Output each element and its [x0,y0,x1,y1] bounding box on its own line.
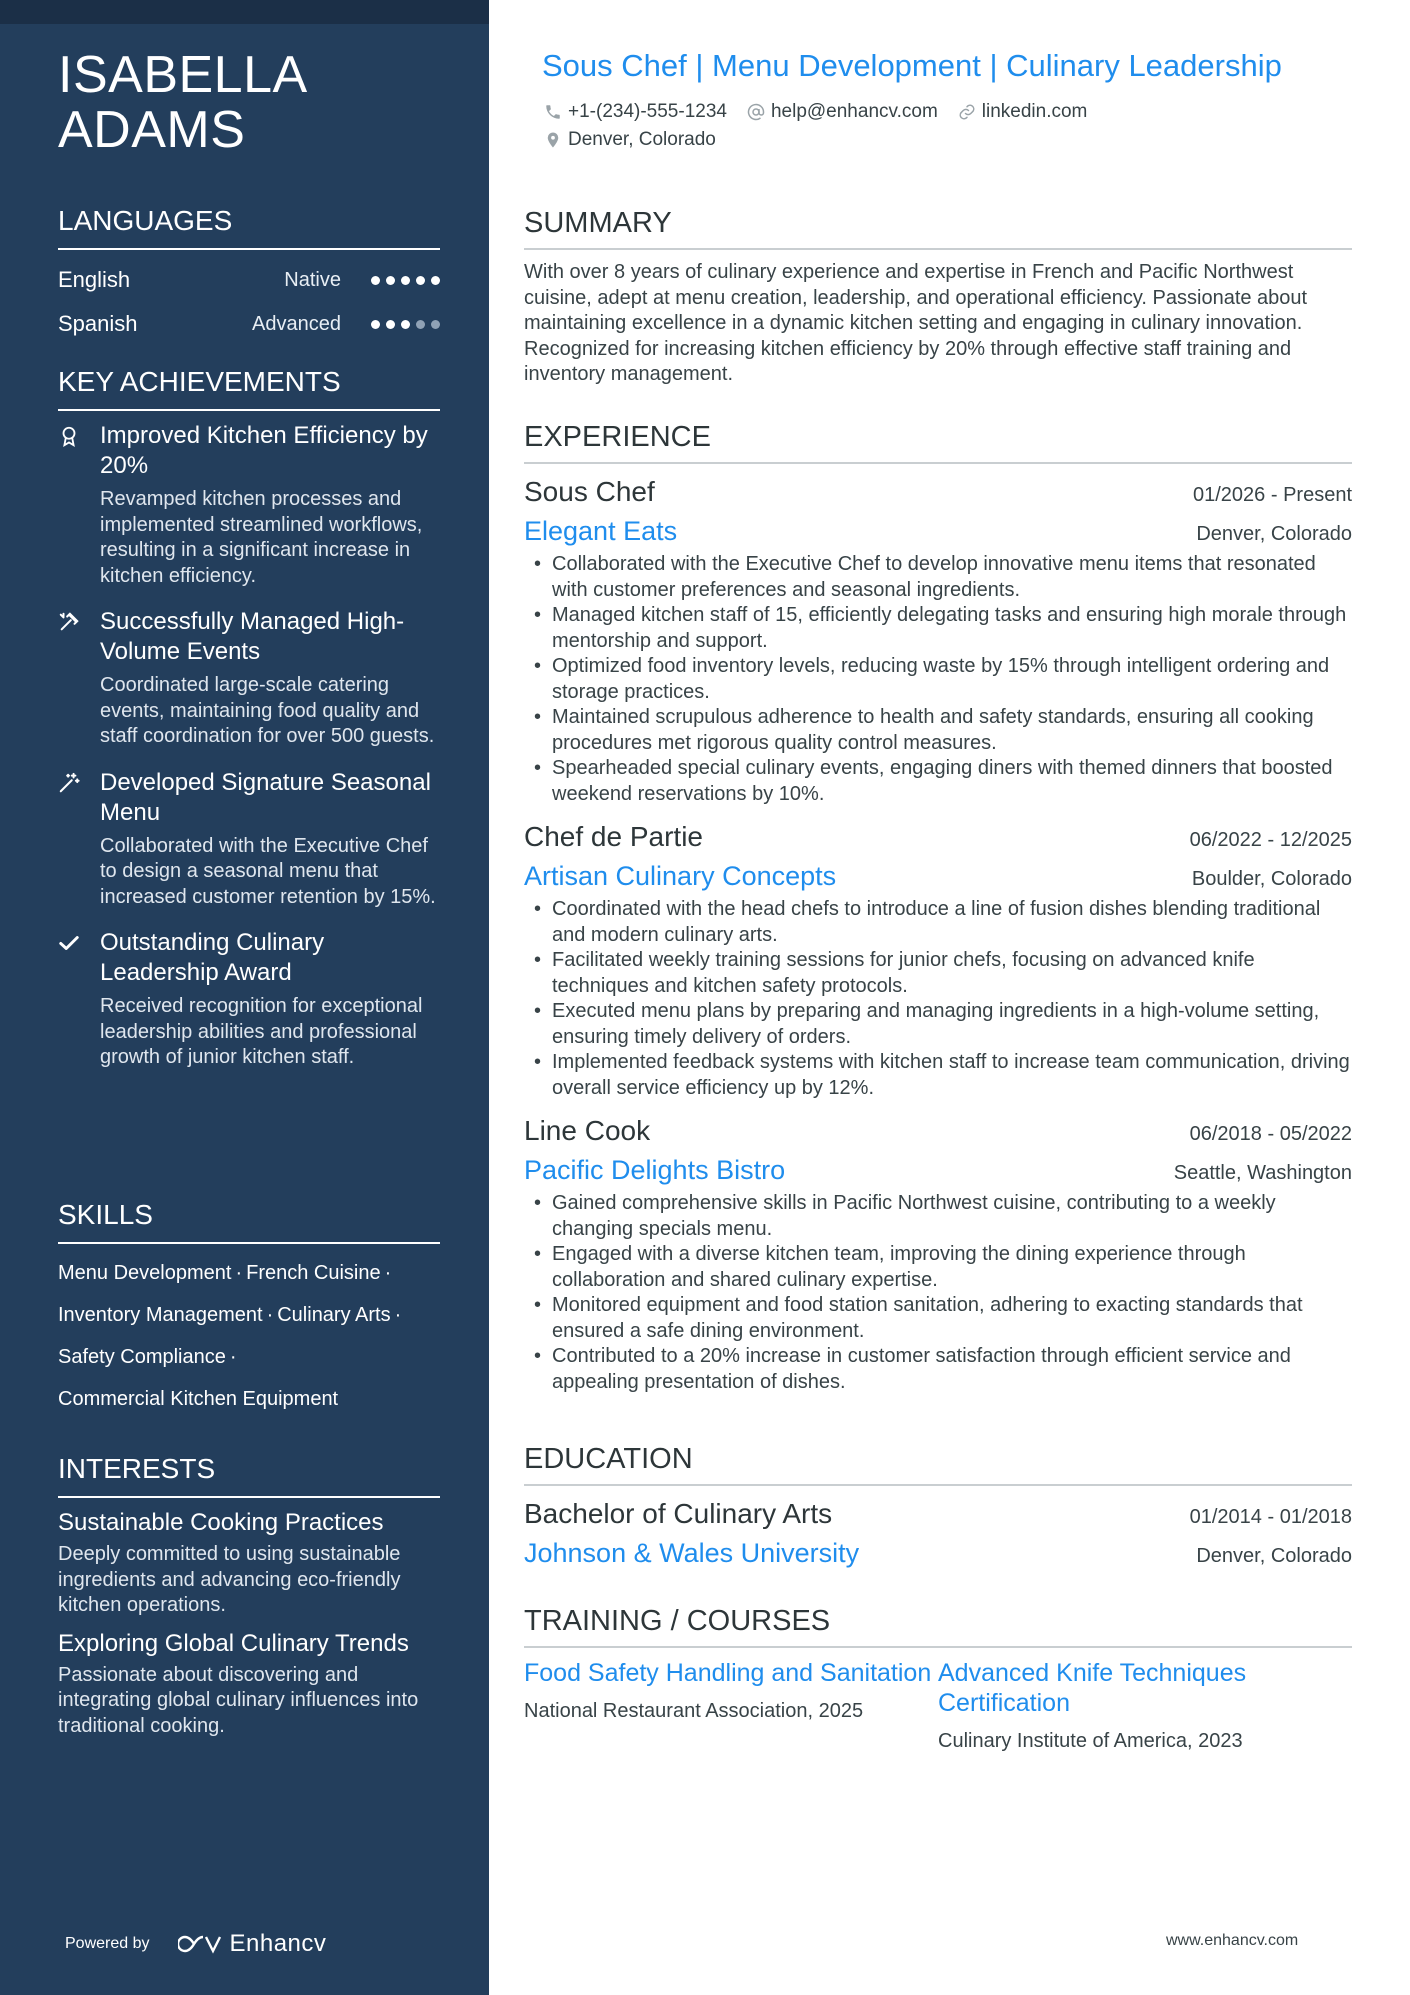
skill-separator: · [235,1262,243,1284]
phone-icon [544,103,562,121]
interests-section [58,1452,440,1739]
interest-item [58,1508,440,1619]
skills-list [58,1252,440,1420]
job-bullet: • Executed menu plans by preparing and managing ingredients in a high-volume setting, ensuring timely delivery of orders. [524,999,1352,1050]
interest-title: Sustainable Cooking Practices [58,1509,384,1536]
skill-item: Culinary Arts [277,1304,391,1326]
achievements-title: KEY ACHIEVEMENTS [58,365,440,411]
last-name: ADAMS [58,101,246,159]
company-name: Artisan Culinary Concepts [524,861,837,891]
achievement-desc: Collaborated with the Executive Chef to design a seasonal menu that increased customer retention by 15%. [100,834,436,908]
phone-contact[interactable] [544,98,727,126]
headline: Sous Chef | Menu Development | Culinary Leadership [542,48,1282,83]
job-title: Chef de Partie [524,821,703,852]
achievement-title: Improved Kitchen Efficiency by 20% [100,422,428,479]
job-bullet: • Contributed to a 20% increase in customer satisfaction through efficient service and appealing presentation of dishes. [524,1344,1352,1395]
course-title: Advanced Knife Techniques Certification [938,1659,1247,1717]
sidebar [0,0,489,1995]
interest-title: Exploring Global Culinary Trends [58,1629,409,1657]
school-name: Johnson & Wales University [524,1538,860,1568]
job-bullet: • Implemented feedback systems with kitchen staff to increase team communication, driving overall service efficiency up by 12%. [524,1050,1352,1101]
skills-section [58,1198,440,1420]
job-bullet: • Facilitated weekly training sessions for junior chefs, focusing on advanced knife techniques and kitchen safety protocols. [524,948,1352,999]
rating-dot [431,320,440,329]
achievement-desc: Coordinated large-scale catering events, maintaining food quality and staff coordination for over 500 guests. [100,674,435,747]
achievement-title: Developed Signature Seasonal Menu [100,768,431,826]
enhancv-brand: Enhancv [229,1930,327,1957]
company-name: Pacific Delights Bistro [524,1155,786,1185]
job-bullets [524,1191,1352,1395]
education-entry [524,1496,1352,1570]
language-name: Spanish [58,311,138,336]
job-bullets [524,552,1352,807]
rating-dot [371,320,380,329]
company-name: Elegant Eats [524,516,678,546]
first-name: ISABELLA [58,46,308,104]
enhancv-logo-icon [178,1933,222,1955]
job-location: Boulder, Colorado [1191,868,1352,890]
language-row [58,258,440,302]
interest-desc: Deeply committed to using sustainable ingredients and advancing eco-friendly kitchen operations. [58,1543,401,1616]
skill-item: Safety Compliance [58,1346,226,1368]
skill-separator: · [394,1304,402,1326]
skill-separator: · [266,1304,274,1326]
magic-wand-icon [58,768,100,911]
skills-title: SKILLS [58,1198,440,1244]
job-bullet: • Managed kitchen staff of 15, efficiently delegating tasks and ensuring high morale through mentorship and support. [524,603,1352,654]
job-location: Seattle, Washington [1173,1162,1352,1184]
training-title: TRAINING / COURSES [524,1604,1352,1648]
skill-separator: · [229,1346,237,1368]
achievement-desc: Received recognition for exceptional leadership abilities and professional growth of junior kitchen staff. [100,995,423,1068]
achievement-item [58,421,440,589]
experience-section [524,420,1352,1395]
education-section [524,1442,1352,1570]
rating-dot [401,320,410,329]
job-bullet: • Monitored equipment and food station sanitation, adhering to exacting standards that ensured a safe dining environment. [524,1293,1352,1344]
location-contact [544,126,716,154]
achievement-item [58,768,440,911]
job-bullet: • Coordinated with the head chefs to introduce a line of fusion dishes blending traditional and modern culinary arts. [524,897,1352,948]
rating-dot [371,276,380,285]
interest-item [58,1629,440,1740]
rating-dot [386,320,395,329]
job-date: 01/2026 - Present [1193,484,1352,506]
email-contact[interactable] [747,98,938,126]
job-date: 06/2018 - 05/2022 [1189,1123,1352,1145]
language-rating [371,320,440,329]
job-date: 06/2022 - 12/2025 [1189,829,1352,851]
training-section [524,1604,1352,1754]
job-title: Line Cook [524,1115,651,1146]
summary-title: SUMMARY [524,206,1352,250]
language-rating [371,276,440,285]
achievement-item [58,607,440,750]
linkedin-text: linkedin.com [981,101,1088,122]
experience-title: EXPERIENCE [524,420,1352,464]
sidebar-top-bar [0,0,489,24]
job-bullet: • Optimized food inventory levels, reducing waste by 15% through intelligent ordering and storage practices. [524,654,1352,705]
language-name: English [58,267,131,292]
skill-item: Commercial Kitchen Equipment [58,1388,339,1410]
job-bullet: • Maintained scrupulous adherence to health and safety standards, ensuring all cooking procedures met rigorous quality control measures. [524,705,1352,756]
rating-dot [431,276,440,285]
course-title: Food Safety Handling and Sanitation [524,1659,932,1687]
achievement-desc: Revamped kitchen processes and implemented streamlined workflows, resulting in a significant increase in kitchen efficiency. [100,488,423,587]
job-entry [524,1113,1352,1395]
enhancv-logo[interactable] [178,1930,327,1958]
rating-dot [416,276,425,285]
education-location: Denver, Colorado [1196,1545,1352,1567]
course-item [938,1658,1352,1754]
degree-title: Bachelor of Culinary Arts [524,1498,833,1529]
summary-text: With over 8 years of culinary experience and expertise in French and Pacific Northwest cuisine, adept at menu creation, leadership, and operational efficiency. Passionate about maintaining excellence in a dynamic kitchen setting and engaging in culinary innovation. Recognized for increasing kitchen efficiency by 20% through effective staff training and inventory management. [524,261,1308,385]
award-icon [58,421,100,589]
contact-info [544,98,1344,154]
linkedin-contact[interactable] [958,98,1088,126]
location-text: Denver, Colorado [568,129,716,150]
languages-title: LANGUAGES [58,204,440,250]
interests-title: INTERESTS [58,1452,440,1498]
achievement-item [58,928,440,1071]
job-bullet: • Engaged with a diverse kitchen team, improving the dining experience through collaboration and shared culinary expertise. [524,1242,1352,1293]
achievements-section [58,365,440,1071]
rating-dot [401,276,410,285]
rating-dot [416,320,425,329]
email-text: help@enhancv.com [770,101,938,122]
job-location: Denver, Colorado [1196,523,1352,545]
interest-desc: Passionate about discovering and integrating global culinary influences into traditional cooking. [58,1663,419,1737]
job-entry [524,819,1352,1101]
course-item [524,1658,938,1754]
at-icon [747,103,765,121]
rating-dot [386,276,395,285]
language-level: Advanced [252,312,341,335]
powered-by [65,1930,326,1958]
course-list [524,1658,1352,1754]
powered-by-label: Powered by [65,1935,150,1952]
language-level: Native [284,268,341,291]
education-title: EDUCATION [524,1442,1352,1486]
phone-text: +1-(234)-555-1234 [568,101,727,122]
location-pin-icon [544,131,562,149]
job-bullet: • Spearheaded special culinary events, engaging diners with themed dinners that boosted weekend reservations by 10%. [524,756,1352,807]
job-bullet: • Collaborated with the Executive Chef to develop innovative menu items that resonated with customer preferences and seasonal ingredients. [524,552,1352,603]
skill-separator: · [384,1262,392,1284]
language-row [58,302,440,346]
job-entry [524,474,1352,807]
course-provider: National Restaurant Association, 2025 [524,1700,864,1722]
skill-item: French Cuisine [246,1262,381,1284]
achievement-title: Outstanding Culinary Leadership Award [100,929,325,986]
languages-section [58,204,440,346]
skill-item: Menu Development [58,1262,232,1284]
hammer-icon [58,607,100,750]
link-icon [958,103,976,121]
job-bullet: • Gained comprehensive skills in Pacific Northwest cuisine, contributing to a weekly changing specials menu. [524,1191,1352,1242]
job-title: Sous Chef [524,476,655,507]
achievement-title: Successfully Managed High-Volume Events [100,608,405,665]
course-provider: Culinary Institute of America, 2023 [938,1730,1243,1752]
checkmark-icon [58,928,100,1071]
education-date: 01/2014 - 01/2018 [1189,1506,1352,1528]
job-bullets [524,897,1352,1101]
skill-item: Inventory Management [58,1304,263,1326]
footer-url[interactable]: www.enhancv.com [1166,1932,1299,1949]
candidate-name [58,48,458,158]
summary-section [524,206,1352,388]
